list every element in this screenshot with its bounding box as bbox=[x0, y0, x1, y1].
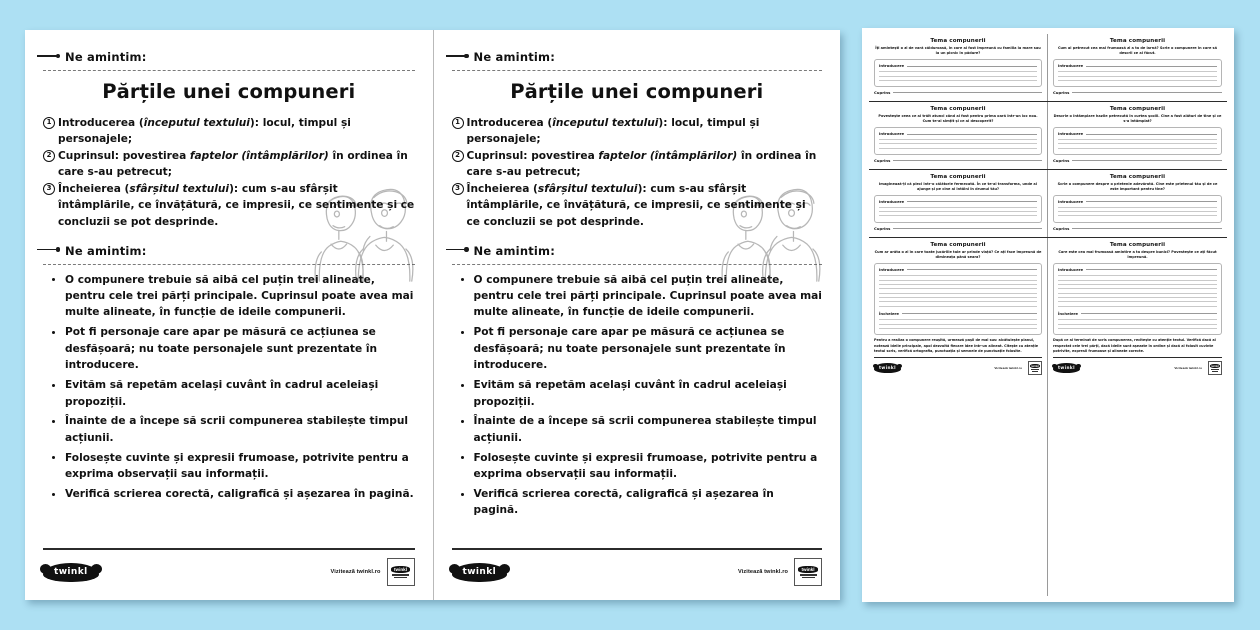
card-footer bbox=[874, 361, 1042, 375]
card-prompt: Scrie o compunere despre o prietenie adevărată. Cine este prietenul tău și de ce este important pentru tine? bbox=[1057, 181, 1218, 191]
card-note: După ce ai terminat de scris compunerea, recitește cu atenție textul. Verifică dacă ai respectat cele trei părți, dacă ideile sunt așezate în ordine și dacă ai folosit cuvinte potrivite, expresii frumoase și alineate corecte. bbox=[1053, 338, 1216, 353]
intro-label-row: Introducere bbox=[1058, 199, 1217, 204]
remember-heading-2 bbox=[43, 242, 415, 260]
card-writing-box[interactable] bbox=[874, 127, 1042, 155]
leader-line-icon bbox=[37, 249, 57, 251]
write-rule bbox=[1072, 92, 1222, 93]
write-rule bbox=[879, 76, 1037, 77]
card-writing-box[interactable] bbox=[1053, 195, 1222, 223]
task-card bbox=[869, 34, 1048, 101]
twinkl-badge bbox=[1208, 361, 1222, 375]
badge-bar bbox=[392, 574, 409, 575]
part-text: Încheierea (sfârșitul textului): cum s-au sfârșit întâmplările, ce învățătură, ce impresii, ce sentimente și ce concluzii se pot desprinde. bbox=[466, 183, 806, 228]
visit-text: Vizitează twinkl.ro bbox=[738, 569, 788, 575]
card-title: Tema compunerii bbox=[930, 241, 986, 248]
write-rule bbox=[1058, 319, 1217, 320]
task-card-sheet bbox=[862, 28, 1234, 602]
part-item bbox=[43, 115, 415, 147]
badge-bar bbox=[394, 577, 407, 578]
part-item bbox=[43, 181, 415, 229]
part-item bbox=[452, 115, 823, 147]
write-rule bbox=[1058, 328, 1217, 329]
worksheet-document bbox=[25, 30, 840, 600]
twinkl-badge bbox=[1028, 361, 1042, 375]
write-rule bbox=[1058, 80, 1217, 81]
remember-heading bbox=[43, 48, 415, 66]
write-rule bbox=[1058, 215, 1217, 216]
card-row bbox=[869, 238, 1227, 596]
part-item bbox=[452, 148, 823, 180]
card-writing-box[interactable] bbox=[874, 263, 1042, 336]
write-rule bbox=[902, 313, 1037, 314]
card-title: Tema compunerii bbox=[1109, 38, 1166, 44]
footer-divider bbox=[1053, 357, 1222, 358]
write-rule bbox=[893, 92, 1042, 93]
twinkl-badge bbox=[387, 558, 415, 586]
leader-line-icon bbox=[446, 249, 466, 251]
footer-right bbox=[331, 558, 415, 586]
part-text: Introducerea (începutul textului): locul, timpul și personajele; bbox=[58, 117, 351, 146]
card-row bbox=[869, 34, 1227, 102]
write-rule bbox=[879, 288, 1037, 289]
task-card bbox=[1048, 102, 1227, 169]
part-item bbox=[452, 181, 823, 229]
dashed-divider bbox=[452, 264, 823, 265]
write-rule bbox=[879, 139, 1037, 140]
leader-line-icon bbox=[37, 55, 57, 57]
cuprins-label-row: Cuprins bbox=[1053, 90, 1222, 95]
card-writing-box[interactable] bbox=[874, 195, 1042, 223]
badge-logo: twinkl bbox=[391, 566, 410, 573]
write-rule bbox=[907, 66, 1037, 67]
badge-bar bbox=[1211, 369, 1219, 370]
card-title: Tema compunerii bbox=[930, 105, 986, 112]
write-rule bbox=[1058, 139, 1217, 140]
footer-divider bbox=[874, 357, 1042, 358]
write-rule bbox=[1058, 143, 1217, 144]
remember-label: Ne amintim: bbox=[473, 50, 556, 64]
write-rule bbox=[879, 284, 1037, 285]
dashed-divider bbox=[452, 70, 823, 71]
card-prompt: Cum ai petrecut cea mai frumoasă zi a ta de iarnă? Scrie o compunere în care să descrii ce ai făcut. bbox=[1057, 46, 1218, 56]
write-rule bbox=[1058, 288, 1217, 289]
circled-number-icon: 3 bbox=[43, 183, 55, 195]
card-prompt: Povestește ceea ce ai trăit atunci când ai fost pentru prima oară într-un loc nou. Cum te-ai simțit și ce ai descoperit? bbox=[878, 113, 1038, 123]
badge-logo: twinkl bbox=[1031, 364, 1039, 368]
write-rule bbox=[1058, 207, 1217, 208]
circled-number-icon: 2 bbox=[43, 150, 55, 162]
list-item: Folosește cuvinte și expresii frumoase, potrivite pentru a exprima observații sau informații. bbox=[43, 450, 415, 483]
card-prompt: Descrie o întâmplare hazlie petrecută în curtea școlii. Cine a fost alături de tine și ce s-a întâmplat? bbox=[1053, 113, 1222, 123]
write-rule bbox=[879, 148, 1037, 149]
intro-label-row: Introducere bbox=[879, 131, 1037, 136]
card-writing-box[interactable] bbox=[1053, 59, 1222, 87]
list-item: Verifică scrierea corectă, caligrafică și așezarea în pagină. bbox=[452, 486, 823, 519]
write-rule bbox=[1058, 280, 1217, 281]
cuprins-label-row: Cuprins bbox=[874, 226, 1042, 231]
parts-list bbox=[43, 115, 415, 230]
list-item: Pot fi personaje care apar pe măsură ce acțiunea se desfășoară; nu toate personajele sunt prezentate în introducere. bbox=[43, 324, 415, 373]
write-rule bbox=[1086, 134, 1217, 135]
badge-bar bbox=[1031, 369, 1039, 370]
worksheet-page-1 bbox=[25, 30, 433, 600]
task-card bbox=[869, 238, 1048, 596]
footer-divider bbox=[43, 548, 415, 550]
task-card bbox=[869, 170, 1048, 237]
write-rule bbox=[879, 207, 1037, 208]
twinkl-logo: twinkl bbox=[43, 563, 99, 582]
card-prompt: Îți amintești o zi de vară călduroasă, în care ai fost împreună cu familia la mare sau la un picnic în pădure? bbox=[875, 46, 1041, 56]
write-rule bbox=[879, 297, 1037, 298]
card-writing-box[interactable] bbox=[874, 59, 1042, 87]
card-footer bbox=[1053, 361, 1222, 375]
visit-text: Vizitează twinkl.ro bbox=[330, 569, 381, 575]
card-prompt: Imaginează-ți că pleci într-o călătorie fermecată. În ce te-ai transforma, unde ai ajunge și pe cine ai întâlni în drumul tău? bbox=[879, 181, 1037, 191]
card-row bbox=[869, 170, 1227, 238]
twinkl-logo: twinkl bbox=[874, 363, 901, 373]
parts-list bbox=[452, 115, 823, 230]
intro-label-row: Introducere bbox=[879, 199, 1037, 204]
visit-text: Vizitează twinkl.ro bbox=[994, 366, 1022, 371]
twinkl-logo: twinkl bbox=[452, 563, 508, 582]
card-title: Tema compunerii bbox=[930, 173, 986, 180]
part-text: Încheierea (sfârșitul textului): cum s-au sfârșit întâmplările, ce învățătură, ce impresii, ce sentimente și ce concluzii se pot desprinde. bbox=[58, 183, 415, 228]
task-card bbox=[869, 102, 1048, 169]
page-footer bbox=[43, 548, 415, 586]
cuprins-label-row: Cuprins bbox=[874, 90, 1042, 95]
card-title: Tema compunerii bbox=[1109, 173, 1166, 180]
intro-label-row: Introducere bbox=[879, 267, 1037, 272]
remember-label-2: Ne amintim: bbox=[65, 243, 147, 258]
remember-label-2: Ne amintim: bbox=[473, 243, 556, 258]
write-rule bbox=[907, 134, 1037, 135]
badge-bar bbox=[1032, 371, 1038, 372]
circled-number-icon: 1 bbox=[43, 117, 55, 129]
footer-right bbox=[994, 361, 1042, 375]
card-writing-box[interactable] bbox=[1053, 263, 1222, 336]
leader-line-icon bbox=[446, 55, 466, 57]
task-card bbox=[1048, 170, 1227, 237]
card-title: Tema compunerii bbox=[1109, 105, 1166, 112]
intro-label-row: Introducere bbox=[879, 63, 1037, 68]
tips-list bbox=[452, 272, 823, 519]
remember-heading bbox=[452, 48, 823, 66]
circled-number-icon: 2 bbox=[452, 150, 464, 162]
card-title: Tema compunerii bbox=[1109, 241, 1166, 248]
write-rule bbox=[879, 215, 1037, 216]
write-rule bbox=[879, 301, 1037, 302]
part-text: Cuprinsul: povestirea faptelor (întâmplărilor) în ordinea în care s-au petrecut; bbox=[466, 150, 817, 179]
write-rule bbox=[1086, 201, 1217, 202]
list-item: Verifică scrierea corectă, caligrafică și așezarea în pagină. bbox=[43, 486, 415, 502]
footer-right bbox=[1174, 361, 1222, 375]
incheiere-label-row: Încheiere bbox=[1058, 311, 1217, 316]
part-text: Cuprinsul: povestirea faptelor (întâmplărilor) în ordinea în care s-au petrecut; bbox=[58, 150, 408, 179]
list-item: Evităm să repetăm același cuvânt în cadrul aceleiași propoziții. bbox=[452, 377, 823, 410]
badge-bar bbox=[802, 577, 815, 578]
visit-text: Vizitează twinkl.ro bbox=[1174, 366, 1202, 371]
badge-logo: twinkl bbox=[1211, 364, 1219, 368]
card-writing-box[interactable] bbox=[1053, 127, 1222, 155]
write-rule bbox=[879, 71, 1037, 72]
write-rule bbox=[1058, 301, 1217, 302]
worksheet-page-2 bbox=[433, 30, 841, 600]
card-prompt: Care este cea mai frumoasă amintire a ta despre bunici? Povestește ce ați făcut împreună. bbox=[1058, 249, 1217, 259]
write-rule bbox=[1072, 228, 1222, 229]
list-item: Înainte de a începe să scrii compunerea stabilește timpul acțiunii. bbox=[452, 413, 823, 446]
dashed-divider bbox=[43, 264, 415, 265]
list-item: Folosește cuvinte și expresii frumoase, potrivite pentru a exprima observații sau informații. bbox=[452, 450, 823, 483]
circled-number-icon: 1 bbox=[452, 117, 464, 129]
write-rule bbox=[879, 328, 1037, 329]
write-rule bbox=[893, 160, 1042, 161]
write-rule bbox=[1081, 313, 1217, 314]
write-rule bbox=[879, 80, 1037, 81]
badge-bar bbox=[800, 574, 817, 575]
part-item bbox=[43, 148, 415, 180]
badge-logo: twinkl bbox=[798, 566, 817, 573]
write-rule bbox=[907, 269, 1037, 270]
write-rule bbox=[879, 319, 1037, 320]
card-prompt: Cum ar arăta o zi în care toate jucăriile tale ar prinde viață? Ce ați face împreună de dimineața până seara? bbox=[874, 249, 1042, 259]
write-rule bbox=[1058, 284, 1217, 285]
write-rule bbox=[1058, 211, 1217, 212]
list-item: O compunere trebuie să aibă cel puțin trei alineate, pentru cele trei părți principale. Cuprinsul poate avea mai multe alineate, în funcție de ideile compunerii. bbox=[452, 272, 823, 321]
list-item: Evităm să repetăm același cuvânt în cadrul aceleiași propoziții. bbox=[43, 377, 415, 410]
list-item: O compunere trebuie să aibă cel puțin trei alineate, pentru cele trei părți principale. Cuprinsul poate avea mai multe alineate, în funcție de ideile compunerii. bbox=[43, 272, 415, 321]
page-title: Părțile unei compuneri bbox=[510, 80, 764, 103]
incheiere-label-row: Încheiere bbox=[879, 311, 1037, 316]
write-rule bbox=[1086, 269, 1217, 270]
footer-divider bbox=[452, 548, 823, 550]
write-rule bbox=[1058, 148, 1217, 149]
dashed-divider bbox=[43, 70, 415, 71]
cuprins-label-row: Cuprins bbox=[874, 158, 1042, 163]
write-rule bbox=[879, 306, 1037, 307]
part-text: Introducerea (începutul textului): locul, timpul și personajele; bbox=[466, 117, 760, 146]
task-card bbox=[1048, 34, 1227, 101]
write-rule bbox=[1058, 76, 1217, 77]
write-rule bbox=[1058, 293, 1217, 294]
intro-label-row: Introducere bbox=[1058, 63, 1217, 68]
write-rule bbox=[1058, 324, 1217, 325]
write-rule bbox=[907, 201, 1037, 202]
write-rule bbox=[1072, 160, 1222, 161]
cuprins-label-row: Cuprins bbox=[1053, 226, 1222, 231]
card-title: Tema compunerii bbox=[930, 38, 986, 44]
write-rule bbox=[1058, 71, 1217, 72]
page-title: Părțile unei compuneri bbox=[102, 80, 356, 103]
write-rule bbox=[1058, 275, 1217, 276]
write-rule bbox=[879, 280, 1037, 281]
write-rule bbox=[879, 293, 1037, 294]
cuprins-label-row: Cuprins bbox=[1053, 158, 1222, 163]
card-row bbox=[869, 102, 1227, 170]
intro-label-row: Introducere bbox=[1058, 267, 1217, 272]
footer-right bbox=[738, 558, 822, 586]
write-rule bbox=[893, 228, 1042, 229]
write-rule bbox=[1058, 297, 1217, 298]
write-rule bbox=[879, 211, 1037, 212]
badge-bar bbox=[1212, 371, 1218, 372]
twinkl-logo: twinkl bbox=[1053, 363, 1080, 373]
write-rule bbox=[879, 275, 1037, 276]
intro-label-row: Introducere bbox=[1058, 131, 1217, 136]
twinkl-badge bbox=[794, 558, 822, 586]
task-card bbox=[1048, 238, 1227, 596]
remember-heading-2 bbox=[452, 242, 823, 260]
remember-label: Ne amintim: bbox=[65, 50, 147, 64]
card-note: Pentru a realiza o compunere reușită, urmează pașii de mai sus: alcătuiește planul, notează ideile principale, apoi dezvoltă fiecare idee într-un alineat. Citește cu atenție textul scris, verifică ortografia, punctuația și semnele de punctuație folosite. bbox=[874, 338, 1039, 353]
write-rule bbox=[1058, 306, 1217, 307]
circled-number-icon: 3 bbox=[452, 183, 464, 195]
list-item: Pot fi personaje care apar pe măsură ce acțiunea se desfășoară; nu toate personajele sunt prezentate în introducere. bbox=[452, 324, 823, 373]
list-item: Înainte de a începe să scrii compunerea stabilește timpul acțiunii. bbox=[43, 413, 415, 446]
write-rule bbox=[1086, 66, 1217, 67]
page-footer bbox=[452, 548, 823, 586]
tips-list bbox=[43, 272, 415, 503]
write-rule bbox=[879, 143, 1037, 144]
write-rule bbox=[879, 324, 1037, 325]
